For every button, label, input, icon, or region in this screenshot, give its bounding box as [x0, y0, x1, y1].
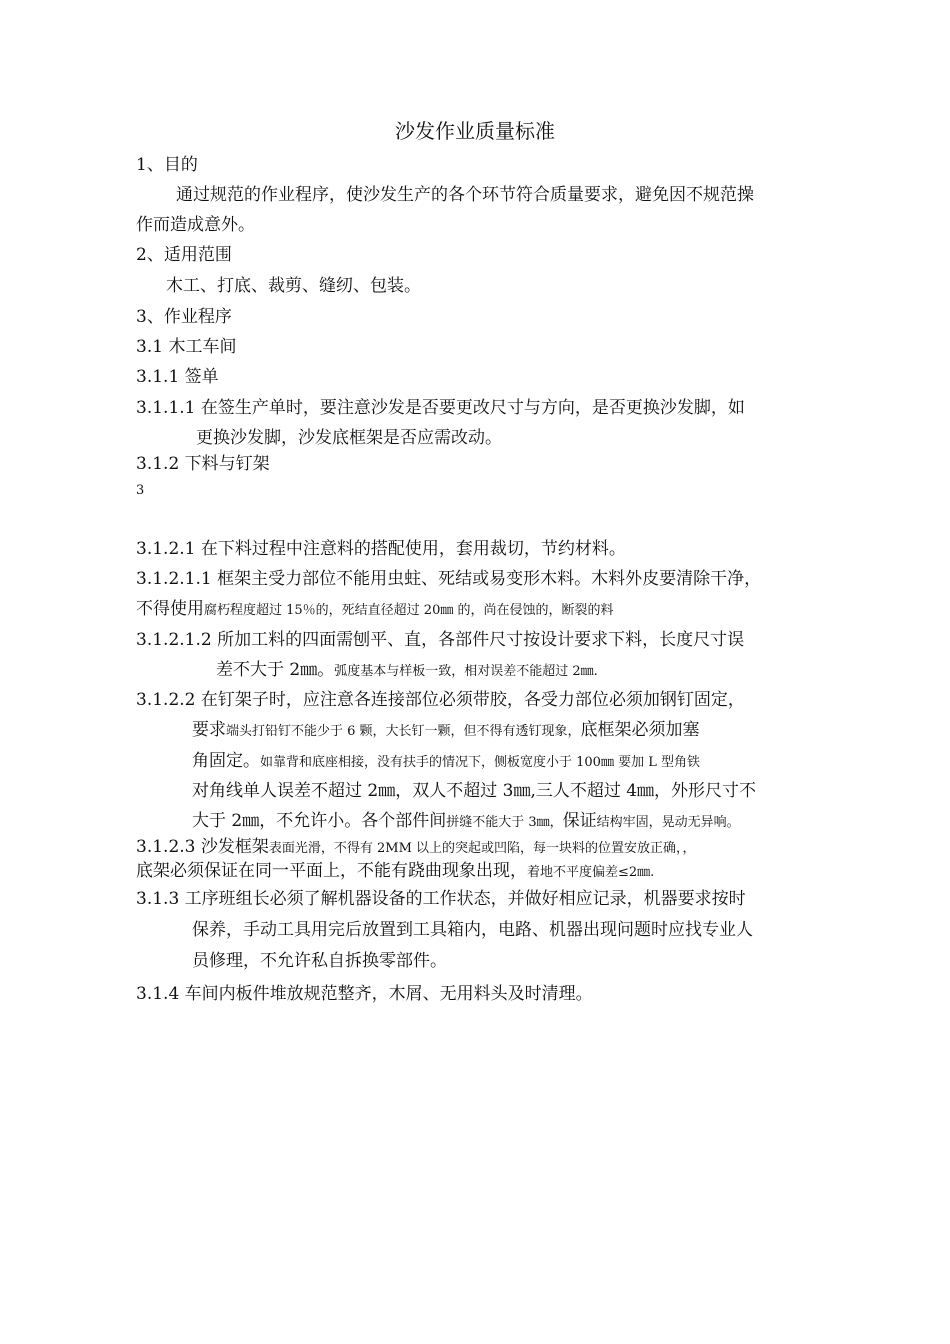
section-1-body-line-2: 作而造成意外。 [136, 215, 255, 235]
clause-3-1-2-2-line-3 [192, 750, 700, 774]
clause-3-1-4: 3.1.4 车间内板件堆放规范整齐，木屑、无用料头及时清理。 [136, 984, 593, 1004]
clause-3-1-2-2-line-5-lead: 大于 2㎜，不允许小。各个部件间 [192, 811, 447, 831]
clause-3-1-2-3-line-1-lead: 3.1.2.3 沙发框架 [136, 837, 269, 857]
clause-3-1-2-1-1-line-2 [136, 598, 613, 622]
clause-3-1-2-3-line-2-detail: 着地不平度偏差≤2㎜. [527, 865, 655, 880]
page-number: 3 [136, 483, 145, 498]
clause-3-1-2-1-1-line-1: 3.1.2.1.1 框架主受力部位不能用虫蛀、死结或易变形木料。木料外皮要清除干净， [136, 569, 762, 589]
clause-3-1-2-1-1-line-2-detail: 腐朽程度超过 15％的，死结直径超过 20㎜ 的，尚在侵蚀的，断裂的料 [204, 603, 614, 618]
page-title: 沙发作业质量标准 [395, 119, 555, 143]
clause-3-1-3-line-3: 员修理，不允许私自拆换零部件。 [192, 951, 447, 971]
clause-3-1-2-1-2-line-2-lead: 差不大于 2㎜。 [216, 660, 335, 680]
section-1-heading: 1、目的 [136, 155, 198, 175]
clause-3-1-2-3-line-1-detail: 表面光滑，不得有 2MM 以上的突起或凹陷，每一块料的位置安放正确，， [268, 841, 696, 856]
clause-3-1-2-2-line-5-detail: 拼缝不能大于 3㎜， [446, 815, 563, 830]
clause-3-1-2-1-1-line-2-lead: 不得使用 [136, 599, 204, 619]
clause-3-1-2-1: 3.1.2.1 在下料过程中注意料的搭配使用，套用裁切，节约材料。 [136, 539, 626, 559]
section-1-body-line-1: 通过规范的作业程序，使沙发生产的各个环节符合质量要求，避免因不规范操 [176, 185, 754, 205]
clause-3-1-2-2-line-5-tail: 结构牢固，晃动无异响。 [596, 815, 740, 830]
clause-3-1-2-1-2-line-1: 3.1.2.1.2 所加工料的四面需刨平、直，各部件尺寸按设计要求下料，长度尺寸误 [136, 630, 745, 650]
clause-3-1-3-line-2: 保养，手动工具用完后放置到工具箱内，电路、机器出现问题时应找专业人 [192, 920, 753, 940]
section-3-1-2-heading: 3.1.2 下料与钉架 [136, 454, 270, 474]
clause-3-1-1-1-line-2: 更换沙发脚，沙发底框架是否应需改动。 [196, 428, 502, 448]
clause-3-1-2-1-2-line-2-detail: 弧度基本与样板一致，相对误差不能超过 2㎜. [334, 664, 598, 679]
clause-3-1-2-1-2-line-2 [216, 659, 598, 683]
clause-3-1-3-line-1: 3.1.3 工序班组长必须了解机器设备的工作状态，并做好相应记录，机器要求按时 [136, 889, 746, 909]
clause-3-1-2-3-line-2-lead: 底架必须保证在同一平面上，不能有跷曲现象出现， [136, 861, 527, 881]
section-2-body: 木工、打底、裁剪、缝纫、包装。 [166, 276, 421, 296]
clause-3-1-1-1-line-1: 3.1.1.1 在签生产单时，要注意沙发是否要更改尺寸与方向，是否更换沙发脚，如 [136, 398, 745, 418]
clause-3-1-2-2-line-5 [192, 810, 740, 834]
section-3-heading: 3、作业程序 [136, 307, 232, 327]
section-2-heading: 2、适用范围 [136, 245, 232, 265]
clause-3-1-2-2-line-2 [192, 719, 700, 743]
section-3-1-heading: 3.1 木工车间 [136, 337, 237, 357]
section-3-1-1-heading: 3.1.1 签单 [136, 367, 219, 387]
clause-3-1-2-3-line-2 [136, 860, 654, 884]
clause-3-1-2-2-line-5-mid: 保证 [562, 811, 597, 831]
clause-3-1-2-2-line-1: 3.1.2.2 在钉架子时，应注意各连接部位必须带胶，各受力部位必须加钢钉固定， [136, 690, 745, 710]
clause-3-1-2-2-line-3-detail: 如靠背和底座相接，没有扶手的情况下，侧板宽度小于 100㎜ 要加 L 型角铁 [260, 755, 700, 770]
clause-3-1-2-3-line-1 [136, 836, 696, 860]
clause-3-1-2-2-line-2-lead: 要求 [192, 720, 226, 740]
clause-3-1-2-2-line-4: 对角线单人误差不超过 2㎜，双人不超过 3㎜,三人不超过 4㎜，外形尺寸不 [192, 781, 757, 801]
clause-3-1-2-2-line-3-lead: 角固定。 [192, 751, 260, 771]
clause-3-1-2-2-line-2-detail: 端头打铅钉不能少于 6 颗，大长钉一颗，但不得有透钉现象， [226, 724, 581, 739]
clause-3-1-2-2-line-2-tail: 底框架必须加塞 [580, 720, 700, 740]
